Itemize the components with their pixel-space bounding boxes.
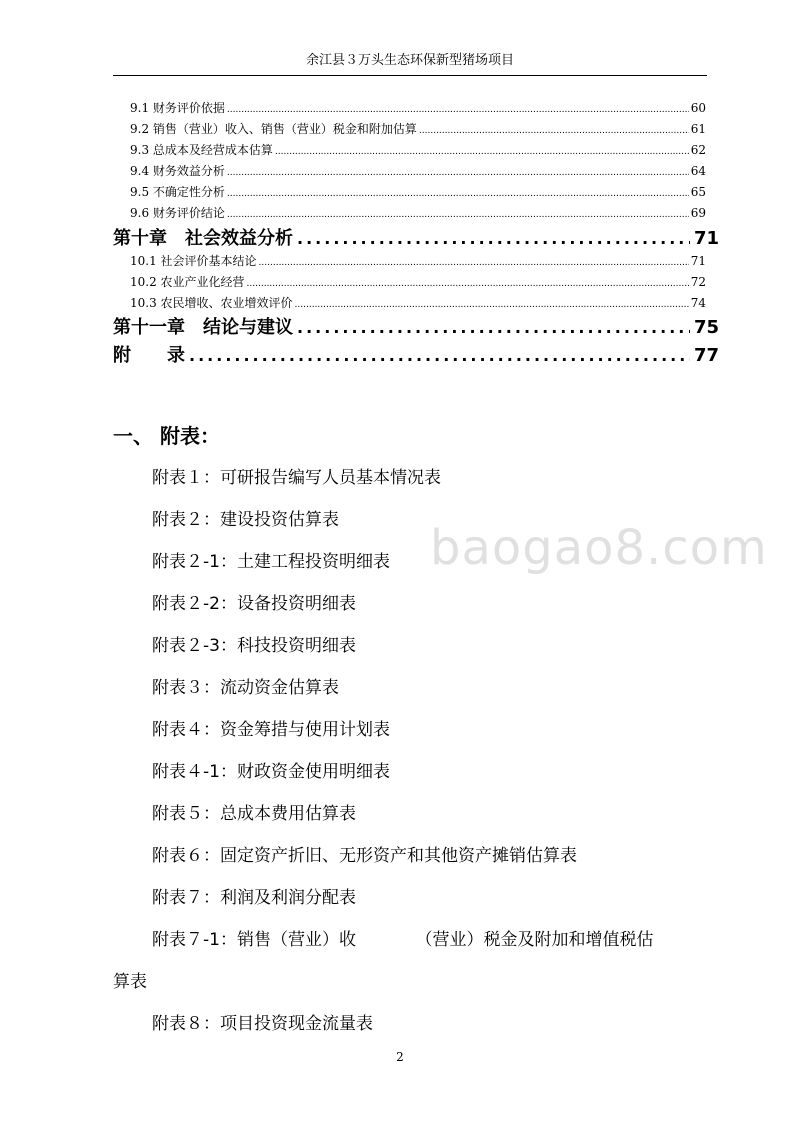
- toc-entry-page: 61: [690, 122, 706, 136]
- appendix-heading: 一、 附表：: [113, 424, 220, 448]
- dot-leader: [419, 122, 689, 140]
- toc-entry[interactable]: [130, 252, 706, 270]
- appendix-item: 附表７：利润及利润分配表: [152, 888, 356, 908]
- watermark: baogao8.com: [430, 520, 768, 576]
- appendix-item: 附表２-3：科技投资明细表: [152, 636, 356, 656]
- toc-entry-page: 65: [690, 185, 706, 199]
- toc-entry-label: 9.1 财务评价依据: [130, 101, 225, 115]
- appendix-item: 附表４：资金筹措与使用计划表: [152, 720, 390, 740]
- dot-leader: [227, 164, 689, 182]
- dot-leader: [297, 315, 690, 341]
- toc-entry[interactable]: [130, 120, 706, 138]
- toc-entry-label: 9.6 财务评价结论: [130, 206, 225, 220]
- toc-entry-page: 69: [690, 206, 706, 220]
- toc-entry-label: 10.2 农业产业化经营: [130, 275, 245, 289]
- toc-entry[interactable]: [130, 183, 706, 201]
- toc-entry[interactable]: [130, 99, 706, 117]
- appendix-item: 附表６：固定资产折旧、无形资产和其他资产摊销估算表: [152, 846, 577, 866]
- toc-entry-label: 10.1 社会评价基本结论: [130, 254, 257, 268]
- appendix-item: 附表４-1：财政资金使用明细表: [152, 762, 390, 782]
- toc-chapter-entry[interactable]: [113, 343, 719, 369]
- appendix-item: 附表２-2：设备投资明细表: [152, 594, 356, 614]
- dot-leader: [295, 296, 689, 314]
- appendix-item-continuation: 算表: [113, 972, 147, 992]
- toc-entry[interactable]: [130, 141, 706, 159]
- dot-leader: [227, 206, 689, 224]
- toc-chapter-page: 71: [693, 228, 719, 249]
- dot-leader: [247, 275, 689, 293]
- appendix-item: 附表２-1：土建工程投资明细表: [152, 552, 390, 572]
- toc-entry-page: 74: [690, 296, 706, 310]
- dot-leader: [189, 343, 690, 369]
- toc-entry-label: 9.3 总成本及经营成本估算: [130, 143, 273, 157]
- dot-leader: [275, 143, 689, 161]
- toc-entry[interactable]: [130, 294, 706, 312]
- dot-leader: [297, 226, 690, 252]
- toc-chapter-page: 75: [693, 317, 719, 338]
- toc-entry-label: 9.5 不确定性分析: [130, 185, 225, 199]
- dot-leader: [227, 101, 689, 119]
- toc-entry-label: 9.2 销售（营业）收入、销售（营业）税金和附加估算: [130, 122, 417, 136]
- toc-entry[interactable]: [130, 204, 706, 222]
- toc-entry-page: 64: [690, 164, 706, 178]
- dot-leader: [227, 185, 689, 203]
- appendix-item: 附表７-1：销售（营业）收 （营业）税金及附加和增值税估: [152, 930, 654, 950]
- toc-entry-page: 72: [690, 275, 706, 289]
- toc-entry-label: 9.4 财务效益分析: [130, 164, 225, 178]
- toc-entry-page: 71: [690, 254, 706, 268]
- page-header: [113, 50, 707, 76]
- toc-chapter-label: 第十一章 结论与建议: [113, 317, 293, 338]
- appendix-item: 附表２：建设投资估算表: [152, 510, 339, 530]
- toc-chapter-label: 第十章 社会效益分析: [113, 228, 293, 249]
- toc-entry-page: 62: [690, 143, 706, 157]
- toc-chapter-label: 附 录: [113, 345, 185, 366]
- header-title: 余江县３万头生态环保新型猪场项目: [305, 53, 514, 68]
- toc-entry-page: 60: [690, 101, 706, 115]
- toc-chapter-entry[interactable]: [113, 226, 719, 252]
- appendix-item: 附表３：流动资金估算表: [152, 678, 339, 698]
- page-number: 2: [396, 1050, 404, 1064]
- appendix-item: 附表５：总成本费用估算表: [152, 804, 356, 824]
- toc-chapter-entry[interactable]: [113, 315, 719, 341]
- toc-chapter-page: 77: [693, 345, 719, 366]
- appendix-item: 附表１：可研报告编写人员基本情况表: [152, 468, 441, 488]
- toc-entry[interactable]: [130, 162, 706, 180]
- dot-leader: [259, 254, 689, 272]
- appendix-item: 附表８：项目投资现金流量表: [152, 1014, 373, 1034]
- toc-entry[interactable]: [130, 273, 706, 291]
- toc-entry-label: 10.3 农民增收、农业增效评价: [130, 296, 293, 310]
